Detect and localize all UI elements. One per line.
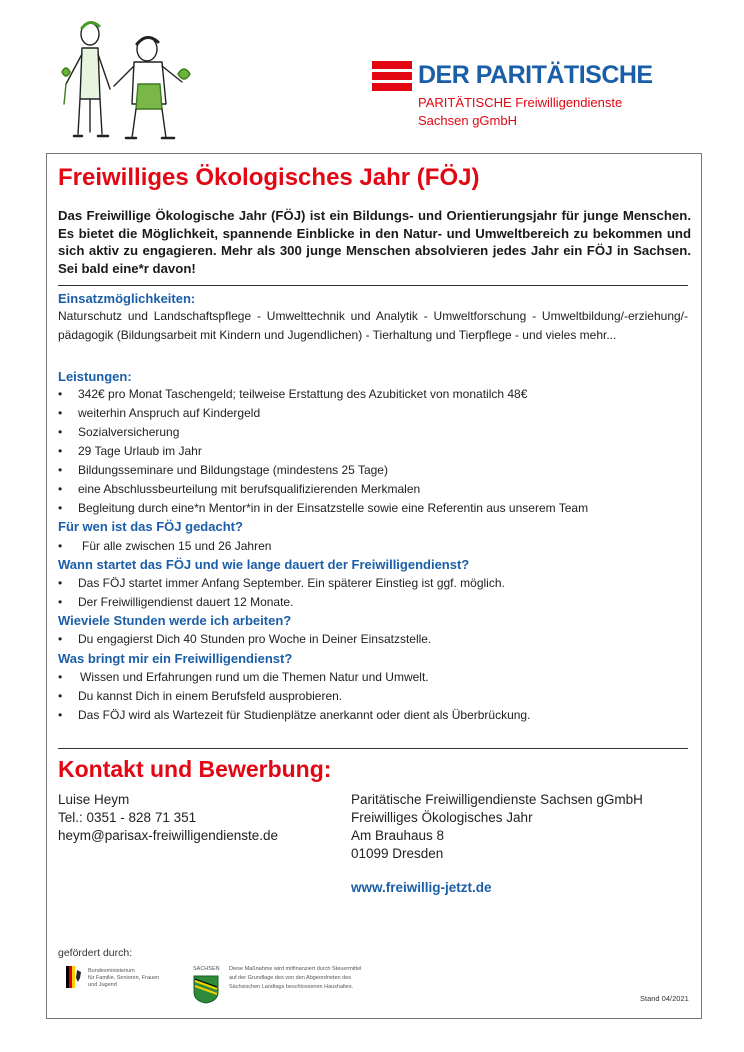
list-item — [58, 708, 530, 722]
funded-by-label: gefördert durch: — [58, 947, 133, 959]
contact-phone[interactable]: Tel.: 0351 - 828 71 351 — [58, 810, 197, 825]
bullet: • — [58, 463, 63, 477]
list-item-text: eine Abschlussbeurteilung mit berufsqualifizierenden Merkmalen — [78, 482, 421, 496]
list-item — [58, 425, 179, 439]
heading-stunden: Wieviele Stunden werde ich arbeiten? — [58, 613, 292, 628]
logo-subline-1: PARITÄTISCHE Freiwilligendienste — [418, 95, 623, 110]
list-item-text: Der Freiwilligendienst dauert 12 Monate. — [78, 595, 294, 609]
list-item-text: Das FÖJ wird als Wartezeit für Studienplätze anerkannt oder dient als Überbrückung. — [78, 708, 531, 722]
bullet: • — [58, 689, 63, 703]
bullet: • — [58, 425, 63, 439]
heading-bringt: Was bringt mir ein Freiwilligendienst? — [58, 651, 293, 666]
paritaetische-logo — [372, 58, 702, 136]
ministry-line-1: Bundesministerium — [88, 968, 135, 974]
contact-heading: Kontakt und Bewerbung: — [58, 756, 332, 782]
website-link[interactable]: www.freiwillig-jetzt.de — [351, 880, 492, 895]
list-item — [58, 501, 588, 515]
list-item — [58, 576, 505, 590]
bullet: • — [58, 387, 63, 401]
volunteers-illustration — [52, 14, 212, 144]
ministry-line-2: für Familie, Senioren, Frauen — [88, 975, 160, 981]
bullet: • — [58, 576, 63, 590]
bullet: • — [58, 632, 63, 646]
list-item-text: Du kannst Dich in einem Berufsfeld ausprobieren. — [78, 689, 343, 703]
saxony-line-1: Diese Maßnahme wird mitfinanziert durch Steuermittel — [229, 966, 362, 972]
list-item-text: Bildungsseminare und Bildungstage (mindestens 25 Tage) — [78, 463, 388, 477]
list-item-text: Sozialversicherung — [78, 425, 180, 439]
list-item-text: Du engagierst Dich 40 Stunden pro Woche in Deiner Einsatzstelle. — [78, 632, 432, 646]
saxony-line-2: auf der Grundlage des von den Abgeordneten des — [229, 975, 352, 981]
bullet: • — [58, 501, 63, 515]
logo-subline-2: Sachsen gGmbH — [418, 113, 517, 128]
contact-city: 01099 Dresden — [351, 846, 444, 861]
bullet: • — [58, 406, 63, 420]
logo-title: DER PARITÄTISCHE — [418, 61, 653, 89]
list-item — [58, 482, 420, 496]
contact-org: Paritätische Freiwilligendienste Sachsen gGmbH — [351, 792, 643, 807]
divider-bottom — [58, 748, 688, 749]
divider-top — [58, 285, 688, 286]
heading-leistungen: Leistungen: — [58, 369, 132, 384]
list-item — [58, 406, 260, 420]
contact-program: Freiwilliges Ökologisches Jahr — [351, 810, 533, 825]
stand-date: Stand 04/2021 — [640, 994, 689, 1003]
list-item — [58, 387, 527, 401]
intro-text: Das Freiwillige Ökologische Jahr (FÖJ) ist ein Bildungs- und Orientierungsjahr für junge Menschen. Es bietet die Möglichkeit, spannende Einblicke in den Natur- und Umweltbereich zu bekommen und sich aktiv zu engagieren. Mehr als 300 junge Menschen absolvieren jedes Jahr ein FÖJ in Sachsen. Sei bald eine*r davon! — [58, 208, 691, 276]
list-item — [58, 670, 429, 684]
logo-bar-bottom — [372, 83, 412, 91]
contact-email-link[interactable]: heym@parisax-freiwilligendienste.de — [58, 828, 279, 843]
list-item-text: Begleitung durch eine*n Mentor*in in der Einsatzstelle sowie eine Referentin aus unserem Team — [78, 501, 589, 515]
list-item-text: 29 Tage Urlaub im Jahr — [78, 444, 202, 458]
list-item-text: Wissen und Erfahrungen rund um die Themen Natur und Umwelt. — [80, 670, 429, 684]
bullet: • — [58, 444, 63, 458]
page-title: Freiwilliges Ökologisches Jahr (FÖJ) — [58, 164, 480, 191]
einsatz-text: Naturschutz und Landschaftspflege - Umwelttechnik und Analytik - Umweltforschung - Umweltbildung/-erziehung/-pädagogik (Bildungsarbeit mit Kindern und Jugendlichen) - Tierhaltung und Tierpflege - und vieles mehr... — [58, 309, 688, 342]
contact-name: Luise Heym — [58, 792, 130, 807]
saxony-label: SACHSEN — [193, 966, 220, 972]
bullet: • — [58, 595, 63, 609]
heading-fuer-wen: Für wen ist das FÖJ gedacht? — [58, 519, 243, 534]
list-item-text: Für alle zwischen 15 und 26 Jahren — [82, 539, 272, 553]
list-item-text: 342€ pro Monat Taschengeld; teilweise Erstattung des Azubiticket von monatilch 48€ — [78, 387, 528, 401]
list-item — [58, 463, 388, 477]
heading-einsatz: Einsatzmöglichkeiten: — [58, 291, 196, 306]
list-item — [58, 539, 271, 553]
heading-wann: Wann startet das FÖJ und wie lange dauert der Freiwilligendienst? — [58, 557, 470, 572]
logo-bar-middle — [372, 72, 412, 80]
bullet: • — [58, 708, 63, 722]
list-item-text: weiterhin Anspruch auf Kindergeld — [78, 406, 261, 420]
list-item — [58, 632, 431, 646]
saxony-line-3: Sächsischen Landtags beschlossenen Haushaltes. — [229, 984, 354, 990]
list-item-text: Das FÖJ startet immer Anfang September. Ein späterer Einstieg ist ggf. möglich. — [78, 576, 505, 590]
bullet: • — [58, 482, 63, 496]
ministry-line-3: und Jugend — [88, 982, 117, 988]
contact-street: Am Brauhaus 8 — [351, 828, 445, 843]
bullet: • — [58, 670, 63, 684]
list-item — [58, 444, 202, 458]
logo-bar-top — [372, 61, 412, 69]
saxony-coat-of-arms-icon — [193, 975, 219, 1004]
list-item — [58, 689, 342, 703]
federal-eagle-icon — [66, 966, 82, 988]
list-item — [58, 595, 293, 609]
bullet: • — [58, 539, 63, 553]
